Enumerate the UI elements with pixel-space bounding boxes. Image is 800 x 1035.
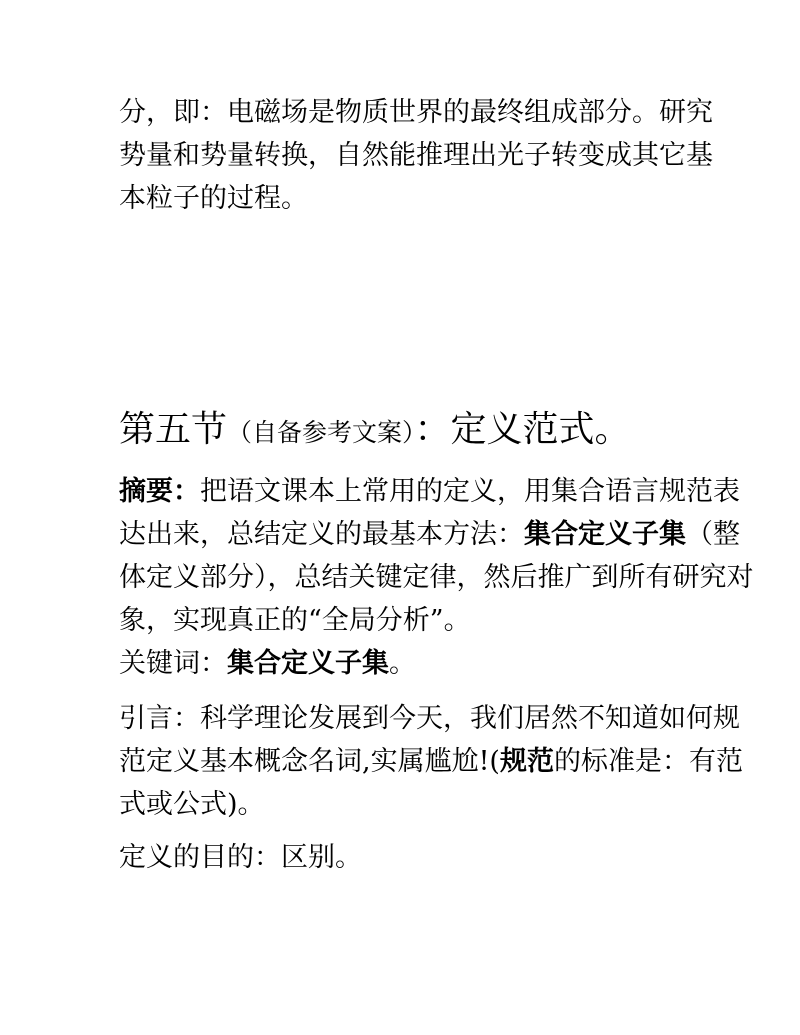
section-heading bbox=[119, 406, 759, 457]
abstract-label: 摘要： bbox=[119, 476, 200, 507]
abstract-text-2: （整体定义部分），总结关键定律，然后推广到所有研究对象，实现真正的“全局分析”。 bbox=[119, 519, 754, 636]
abstract-paragraph bbox=[119, 470, 759, 642]
continuation-line-3: 本粒子的过程。 bbox=[119, 183, 308, 214]
keywords-label: 关键词： bbox=[119, 648, 227, 679]
section-topic: 定义范式。 bbox=[450, 409, 631, 450]
intro-text-1: 引言：科学理论发展到今天，我们居然不知道如何规范定义基本概念名词,实属尴尬!( bbox=[119, 703, 740, 777]
abstract-bold-term: 集合定义子集 bbox=[524, 519, 686, 550]
continuation-paragraph bbox=[119, 91, 759, 220]
keywords-term: 集合定义子集 bbox=[227, 648, 389, 679]
purpose-text: 定义的目的：区别。 bbox=[119, 842, 362, 873]
intro-paragraph bbox=[119, 697, 759, 826]
section-colon: ： bbox=[414, 409, 451, 450]
continuation-line-1: 分，即：电磁场是物质世界的最终组成部分。研究 bbox=[119, 97, 713, 128]
intro-text-2: 的标准是：有范式或公式)。 bbox=[119, 746, 743, 820]
purpose-paragraph bbox=[119, 836, 759, 879]
keywords-paragraph bbox=[119, 642, 759, 685]
continuation-line-2: 势量和势量转换，自然能推理出光子转变成其它基 bbox=[119, 140, 713, 171]
section-number: 第五节 bbox=[119, 409, 228, 450]
keywords-end: 。 bbox=[389, 648, 416, 679]
intro-bold-word: 规范 bbox=[499, 746, 554, 777]
abstract-text-1: 把语文课本上常用的定义，用集合语言规范表达出来，总结定义的最基本方法： bbox=[119, 476, 740, 550]
section-note: （自备参考文案） bbox=[227, 418, 415, 447]
